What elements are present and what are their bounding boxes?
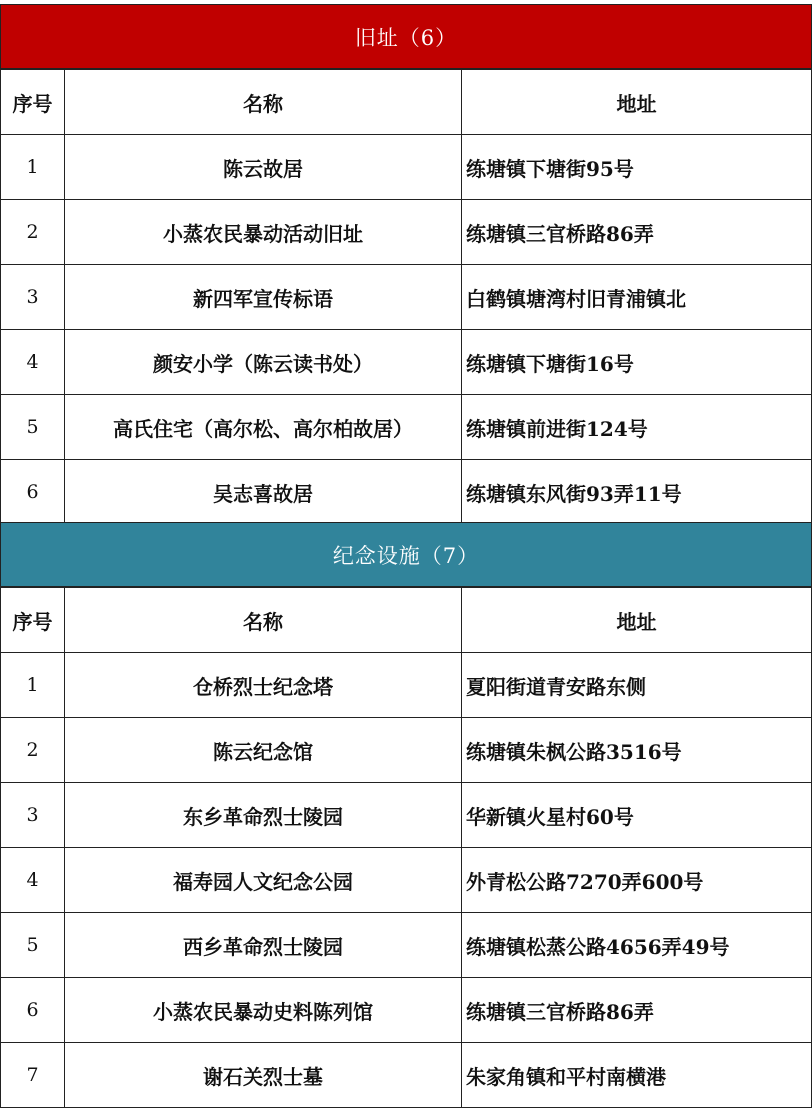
row-address: 朱家角镇和平村南横港: [462, 1043, 812, 1108]
section-title: 纪念设施（7）: [332, 543, 480, 568]
table-row: [1, 200, 812, 265]
row-address: 练塘镇东风街93弄11号: [462, 460, 812, 525]
row-index: 3: [1, 265, 65, 330]
row-name: 高氏住宅（高尔松、高尔柏故居）: [65, 395, 462, 460]
row-index: 6: [1, 978, 65, 1043]
row-address: 外青松公路7270弄600号: [462, 848, 812, 913]
row-index: 1: [1, 653, 65, 718]
section-title: 旧址（6）: [354, 25, 458, 50]
row-index: 3: [1, 783, 65, 848]
row-address: 白鹤镇塘湾村旧青浦镇北: [462, 265, 812, 330]
row-index: 2: [1, 718, 65, 783]
row-name: 福寿园人文纪念公园: [65, 848, 462, 913]
row-index: 5: [1, 395, 65, 460]
row-index: 4: [1, 848, 65, 913]
row-index: 4: [1, 330, 65, 395]
row-name: 谢石关烈士墓: [65, 1043, 462, 1108]
table-header-row: [1, 588, 812, 653]
memorials-table: [0, 587, 812, 1108]
row-name: 陈云故居: [65, 135, 462, 200]
row-index: 7: [1, 1043, 65, 1108]
row-name: 小蒸农民暴动史料陈列馆: [65, 978, 462, 1043]
row-index: 5: [1, 913, 65, 978]
header-address: 地址: [462, 588, 812, 653]
row-address: 练塘镇三官桥路86弄: [462, 978, 812, 1043]
row-name: 新四军宣传标语: [65, 265, 462, 330]
row-index: 1: [1, 135, 65, 200]
table-row: [1, 718, 812, 783]
section-header-sites: [0, 4, 812, 69]
row-address: 练塘镇前进街124号: [462, 395, 812, 460]
section-header-memorials: [0, 522, 812, 587]
header-name: 名称: [65, 70, 462, 135]
table-row: [1, 978, 812, 1043]
row-address: 练塘镇三官桥路86弄: [462, 200, 812, 265]
table-row: [1, 395, 812, 460]
table-row: [1, 265, 812, 330]
row-name: 颜安小学（陈云读书处）: [65, 330, 462, 395]
row-index: 2: [1, 200, 65, 265]
table-row: [1, 460, 812, 525]
table-row: [1, 913, 812, 978]
table-row: [1, 135, 812, 200]
header-address: 地址: [462, 70, 812, 135]
row-name: 东乡革命烈士陵园: [65, 783, 462, 848]
row-name: 西乡革命烈士陵园: [65, 913, 462, 978]
row-address: 夏阳街道青安路东侧: [462, 653, 812, 718]
table-row: [1, 848, 812, 913]
row-index: 6: [1, 460, 65, 525]
header-index: 序号: [1, 70, 65, 135]
table-row: [1, 1043, 812, 1108]
table-row: [1, 783, 812, 848]
table-header-row: [1, 70, 812, 135]
row-address: 华新镇火星村60号: [462, 783, 812, 848]
table-row: [1, 653, 812, 718]
header-name: 名称: [65, 588, 462, 653]
row-address: 练塘镇下塘街95号: [462, 135, 812, 200]
row-name: 吴志喜故居: [65, 460, 462, 525]
row-address: 练塘镇下塘街16号: [462, 330, 812, 395]
row-name: 陈云纪念馆: [65, 718, 462, 783]
header-index: 序号: [1, 588, 65, 653]
row-name: 小蒸农民暴动活动旧址: [65, 200, 462, 265]
table-row: [1, 330, 812, 395]
row-address: 练塘镇松蒸公路4656弄49号: [462, 913, 812, 978]
row-address: 练塘镇朱枫公路3516号: [462, 718, 812, 783]
sites-table: [0, 69, 812, 525]
row-name: 仓桥烈士纪念塔: [65, 653, 462, 718]
